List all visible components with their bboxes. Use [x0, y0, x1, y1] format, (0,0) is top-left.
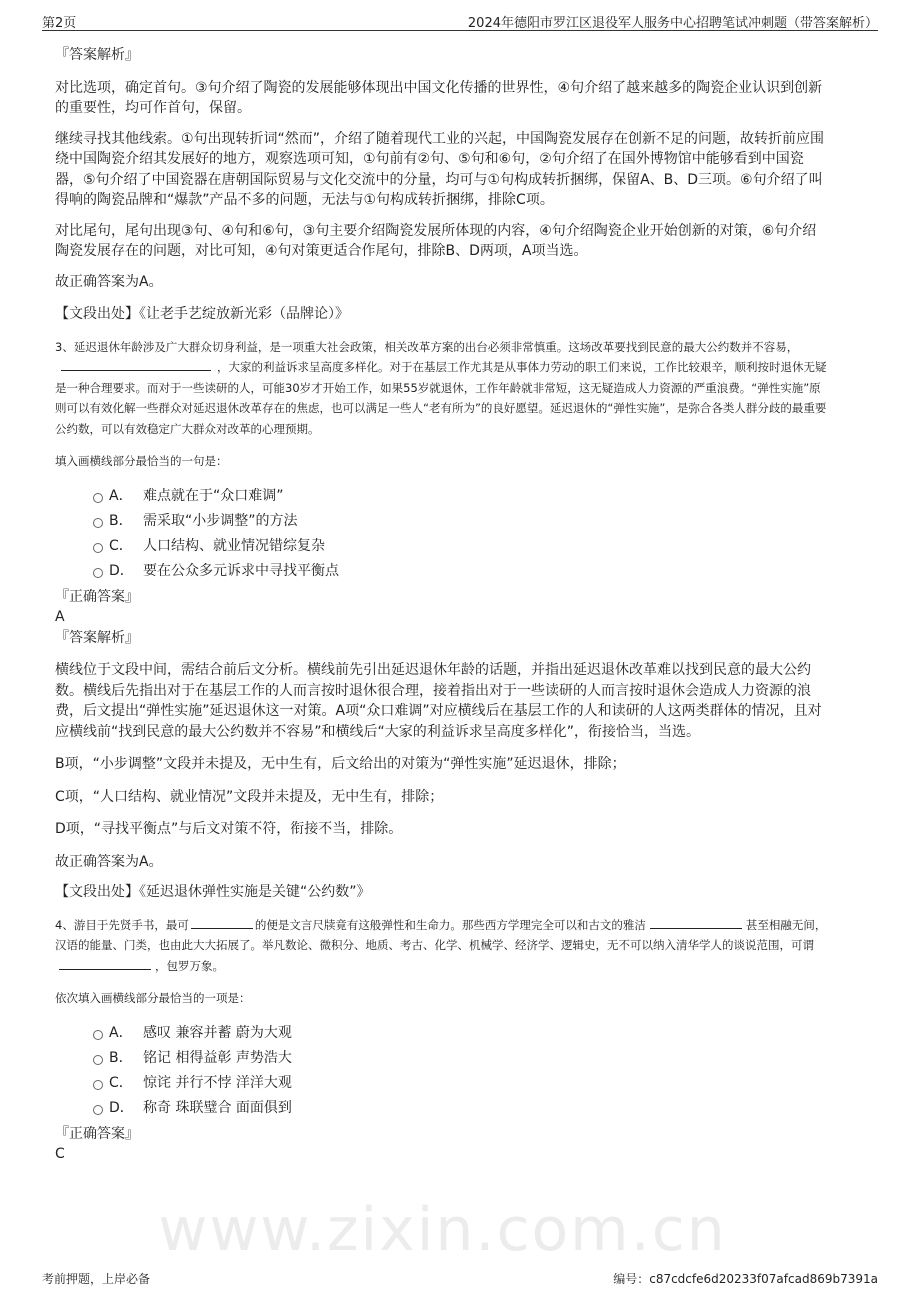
stem-text: 甚至相融无间，汉语的能量、门类，也由此大大拓展了。举凡数论、微积分、地质、考古、化学、机械学、经济学、逻辑史，无不可以纳入清华学人的谈说范围，可谓	[55, 917, 827, 952]
conclusion: 故正确答案为A。	[55, 853, 163, 870]
radio-icon[interactable]	[93, 518, 103, 528]
option-d[interactable]	[93, 1098, 830, 1118]
radio-icon[interactable]	[93, 1055, 103, 1065]
stem-text: ，大家的利益诉求呈高度多样化。对于在基层工作尤其是从事体力劳动的职工们来说，工作比较艰辛，顺利按时退休无疑是一种合理要求。而对于一些读研的人，可能30岁才开始工作，如果55岁就退休，工作年龄就非常短，这无疑造成人力资源的严重浪费。“弹性实施”原则可以有效化解一些群众对延迟退休改革存在的焦虑，也可以满足一些人“老有所为”的良好愿望。延迟退休的“弹性实施”，是弥合各类人群分歧的最重要公约数，可以有效稳定广大群众对改革的心理预期。	[55, 360, 827, 436]
conclusion: 故正确答案为A。	[55, 273, 163, 290]
radio-icon[interactable]	[93, 1030, 103, 1040]
radio-icon[interactable]	[93, 1080, 103, 1090]
option-letter: C．	[109, 1074, 133, 1091]
analysis-paragraph: D项，“寻找平衡点”与后文对策不符，衔接不当，排除。	[55, 821, 403, 837]
option-text: 惊诧 并行不悖 洋洋大观	[143, 1074, 292, 1091]
radio-icon[interactable]	[93, 543, 103, 553]
option-letter: A．	[109, 487, 133, 504]
source-citation: 【文段出处】《延迟退休弹性实施是关键“公约数”》	[55, 884, 371, 900]
option-letter: B．	[109, 512, 133, 529]
option-b[interactable]	[93, 1048, 830, 1068]
option-text: 需采取“小步调整”的方法	[143, 512, 298, 529]
correct-answer-label: 『正确答案』	[55, 588, 139, 605]
document-body	[55, 45, 830, 1265]
analysis-paragraph: C项，“人口结构、就业情况”文段并未提及，无中生有，排除；	[55, 788, 444, 805]
watermark: www.zixin.com.cn	[158, 1194, 727, 1265]
analysis-paragraph: 继续寻找其他线索。①句出现转折词“然而”，介绍了随着现代工业的兴起，中国陶瓷发展存在创新不足的问题，故转折前应围绕中国陶瓷介绍其发展好的地方，观察选项可知，①句前有②句、⑤句和⑥句，②句介绍了在国外博物馆中能够看到中国瓷器，⑤句介绍了中国瓷器在唐朝国际贸易与文化交流中的分量，均可与①句构成转折捆绑，保留A、B、D三项。⑥句介绍了叫得响的陶瓷品牌和“爆款”产品不多的问题，无法与①句构成转折捆绑，排除C项。	[55, 130, 825, 208]
option-letter: A．	[109, 1024, 133, 1041]
option-c[interactable]	[93, 536, 830, 556]
option-d[interactable]	[93, 561, 830, 581]
source-citation: 【文段出处】《让老手艺绽放新光彩（品牌论）》	[55, 306, 349, 322]
analysis-label: 『答案解析』	[55, 629, 139, 646]
stem-text: ，包罗万象。	[155, 958, 224, 973]
option-text: 要在公众多元诉求中寻找平衡点	[143, 562, 339, 579]
analysis-paragraph: 对比选项，确定首句。③句介绍了陶瓷的发展能够体现出中国文化传播的世界性，④句介绍了越来越多的陶瓷企业认识到创新的重要性，均可作首句，保留。	[55, 79, 823, 116]
analysis-paragraph: B项，“小步调整”文段并未提及，无中生有，后文给出的对策为“弹性实施”延迟退休，排除；	[55, 756, 626, 772]
question-4-stem	[55, 915, 830, 977]
option-text: 铭记 相得益彰 声势浩大	[143, 1049, 292, 1066]
analysis-paragraph: 横线位于文段中间，需结合前后文分析。横线前先引出延迟退休年龄的话题，并指出延迟退休改革难以找到民意的最大公约数。横线后先指出对于在基层工作的人而言按时退休很合理，接着指出对于一些读研的人而言按时退休会造成人力资源的浪费，后文提出“弹性实施”延迟退休这一对策。A项“众口难调”对应横线后在基层工作的人和读研的人这两类群体的情况，且对应横线前“找到民意的最大公约数并不容易”和横线后“大家的利益诉求呈高度多样化”，衔接恰当，当选。	[55, 662, 822, 740]
question-prompt: 填入画横线部分最恰当的一句是：	[55, 454, 228, 468]
question-prompt: 依次填入画横线部分最恰当的一项是：	[55, 991, 251, 1005]
option-a[interactable]	[93, 486, 830, 506]
option-c[interactable]	[93, 1073, 830, 1093]
page-number: 第2页	[42, 16, 77, 31]
option-letter: D．	[109, 562, 134, 579]
answer-blank	[59, 957, 151, 970]
option-text: 难点就在于“众口难调”	[143, 487, 284, 504]
stem-text: 4、游目于先贤手书，最可	[55, 917, 189, 932]
option-letter: D．	[109, 1099, 134, 1116]
option-text: 感叹 兼容并蓄 蔚为大观	[143, 1024, 292, 1041]
answer-blank	[650, 916, 742, 929]
document-title: 2024年德阳市罗江区退役军人服务中心招聘笔试冲刺题（带答案解析）	[467, 16, 878, 31]
analysis-paragraph: 对比尾句，尾句出现③句、④句和⑥句，③句主要介绍陶瓷发展所体现的内容，④句介绍陶瓷企业开始创新的对策，⑥句介绍陶瓷发展存在的问题，对比可知，④句对策更适合作尾句，排除B、D两项，A项当选。	[55, 222, 817, 259]
answer-blank	[191, 916, 253, 929]
correct-answer: A	[55, 609, 65, 625]
answer-blank	[61, 358, 211, 371]
stem-text: 的便是文言尺牍竟有这般弹性和生命力。那些西方学理完全可以和古文的雅洁	[254, 917, 646, 932]
radio-icon[interactable]	[93, 568, 103, 578]
radio-icon[interactable]	[93, 493, 103, 503]
option-text: 称奇 珠联璧合 面面俱到	[143, 1099, 292, 1116]
document-id: 编号：c87cdcfe6d20233f07afcad869b7391a	[613, 1272, 878, 1286]
option-letter: B．	[109, 1049, 133, 1066]
question-3-stem	[55, 337, 830, 440]
correct-answer: C	[55, 1146, 65, 1162]
option-a[interactable]	[93, 1023, 830, 1043]
footer-slogan: 考前押题，上岸必备	[42, 1272, 151, 1286]
radio-icon[interactable]	[93, 1105, 103, 1115]
option-letter: C．	[109, 537, 133, 554]
stem-text: 3、延迟退休年龄涉及广大群众切身利益，是一项重大社会政策，相关改革方案的出台必须非常慎重。这场改革要找到民意的最大公约数并不容易，	[55, 339, 799, 354]
analysis-label: 『答案解析』	[55, 47, 139, 63]
option-b[interactable]	[93, 511, 830, 531]
correct-answer-label: 『正确答案』	[55, 1125, 139, 1142]
header-divider	[42, 30, 878, 31]
option-text: 人口结构、就业情况错综复杂	[143, 537, 325, 554]
